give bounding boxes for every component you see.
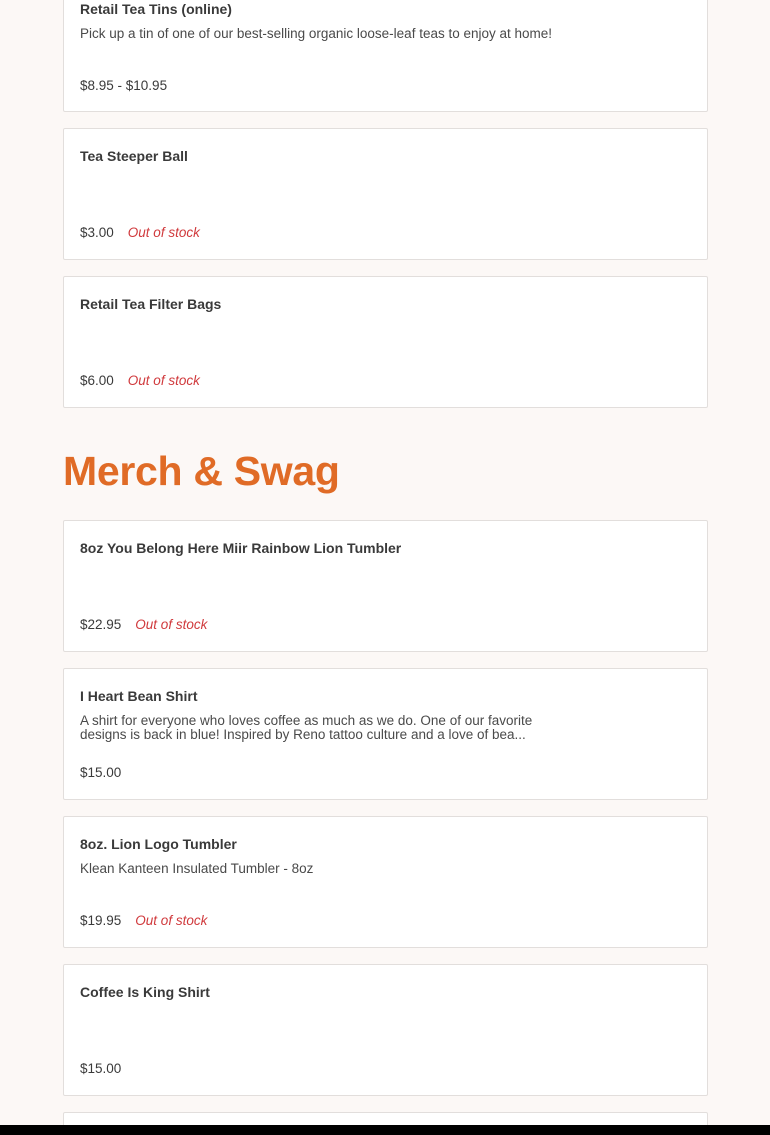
item-name: Retail Tea Tins (online): [80, 1, 232, 17]
item-price: $8.95 - $10.95: [80, 78, 168, 93]
item-name: I Heart Bean Shirt: [80, 688, 198, 704]
out-of-stock-label: Out of stock: [127, 225, 200, 240]
out-of-stock-label: Out of stock: [127, 373, 200, 388]
menu-item-card[interactable]: [63, 964, 708, 1096]
menu-item-card[interactable]: [63, 128, 708, 260]
item-price: $15.00: [80, 765, 122, 780]
item-description: A shirt for everyone who loves coffee as much as we do. One of our favorite designs is back in blue! Inspired by Reno tattoo culture and a love of bea...: [80, 714, 533, 742]
item-name: Retail Tea Filter Bags: [80, 296, 222, 312]
item-name: 8oz You Belong Here Miir Rainbow Lion Tumbler: [80, 540, 402, 556]
item-price: $15.00: [80, 1061, 122, 1076]
item-description: Pick up a tin of one of our best-selling organic loose-leaf teas to enjoy at home!: [80, 27, 553, 41]
item-description: Klean Kanteen Insulated Tumbler - 8oz: [80, 862, 314, 876]
item-price-row: [80, 225, 200, 240]
section-heading-merch: Merch & Swag: [63, 448, 340, 494]
item-price-row: [80, 373, 200, 388]
item-price: $3.00: [80, 225, 114, 240]
item-name: Coffee Is King Shirt: [80, 984, 210, 1000]
item-price-row: [80, 617, 207, 632]
menu-item-card[interactable]: [63, 668, 708, 800]
menu-item-card[interactable]: [63, 0, 708, 112]
menu-item-card[interactable]: [63, 520, 708, 652]
menu-item-card[interactable]: [63, 276, 708, 408]
item-name: 8oz. Lion Logo Tumbler: [80, 836, 237, 852]
item-price-row: [80, 78, 167, 93]
bottom-bar: [0, 1125, 770, 1135]
out-of-stock-label: Out of stock: [135, 913, 208, 928]
menu-item-card[interactable]: [63, 816, 708, 948]
item-name: Tea Steeper Ball: [80, 148, 188, 164]
item-price-row: [80, 913, 207, 928]
item-price: $6.00: [80, 373, 114, 388]
out-of-stock-label: Out of stock: [135, 617, 208, 632]
item-price: $22.95: [80, 617, 122, 632]
item-price-row: [80, 1061, 121, 1076]
item-price-row: [80, 765, 121, 780]
item-price: $19.95: [80, 913, 122, 928]
